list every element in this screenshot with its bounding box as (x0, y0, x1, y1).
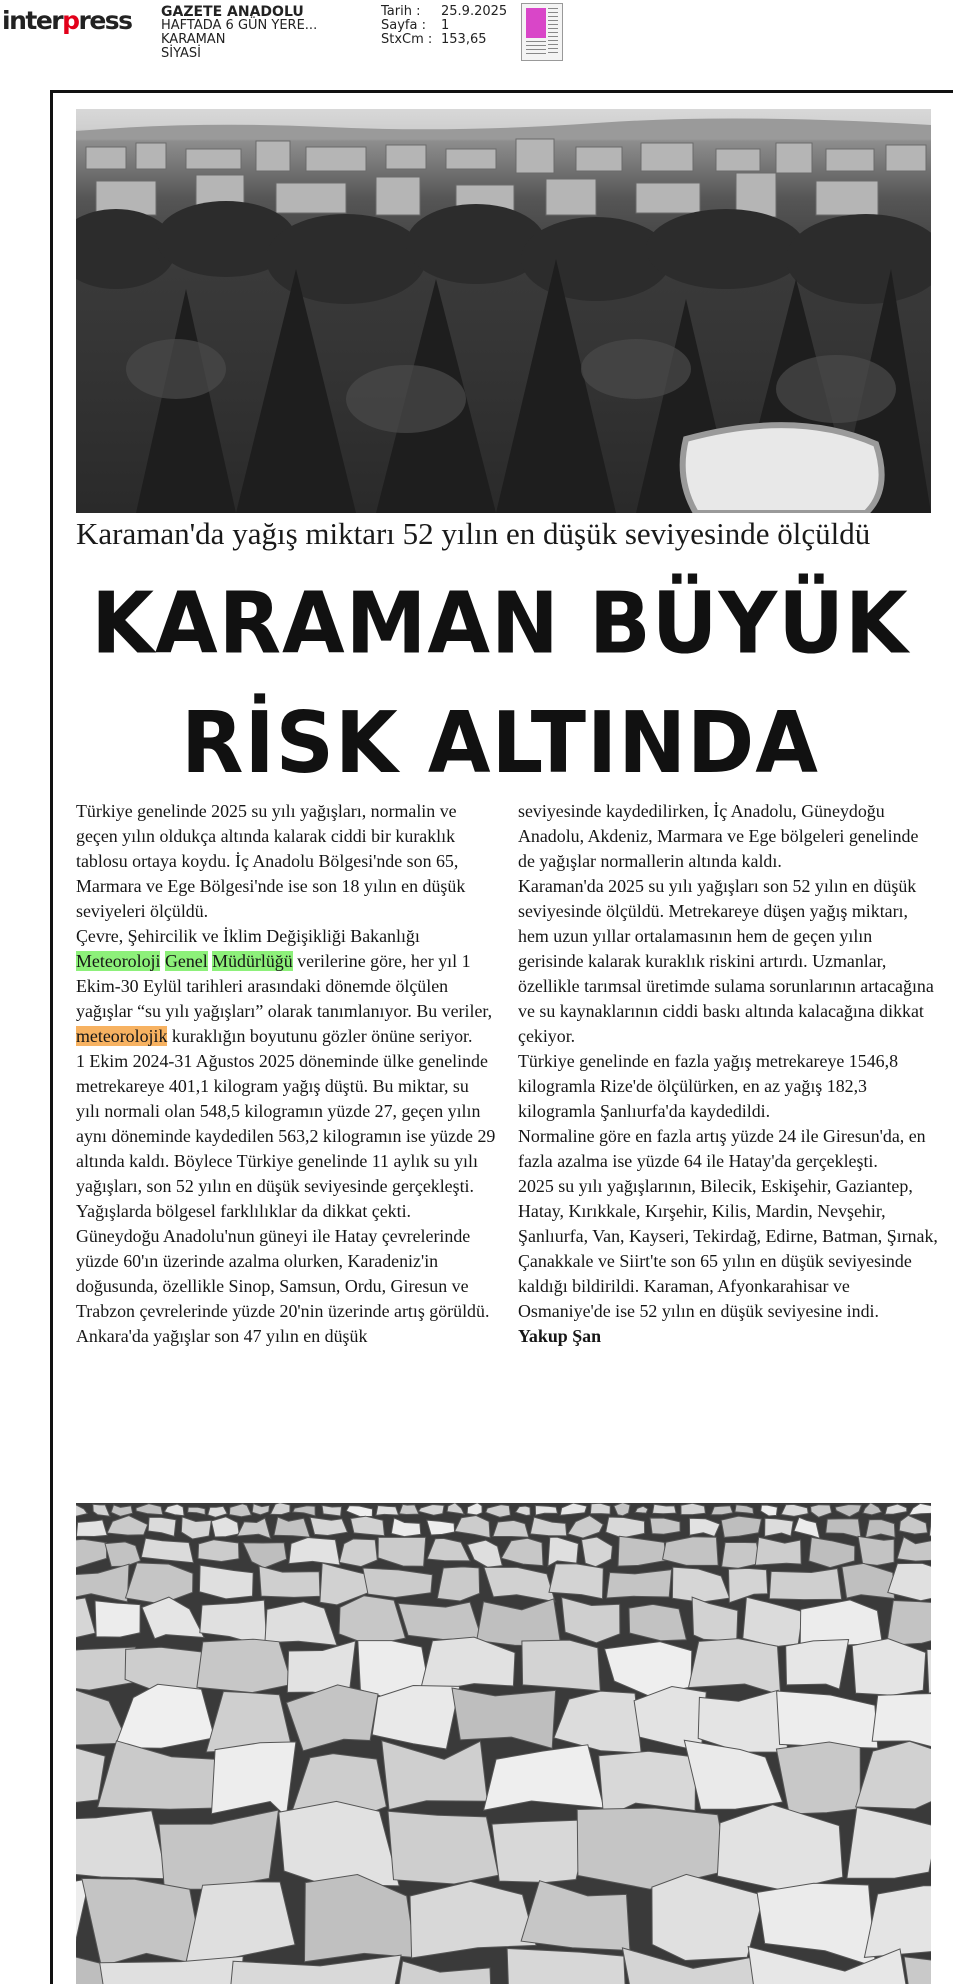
date-label: Tarih : (381, 4, 421, 19)
paper-name: GAZETE ANADOLU (161, 4, 304, 20)
highlight-mudurlugu: Müdürlüğü (212, 951, 293, 971)
stxcm-value: 153,65 (441, 32, 487, 47)
page-label: Sayfa : (381, 18, 426, 33)
paper-section: SİYASİ (161, 46, 201, 61)
page-value: 1 (441, 18, 450, 33)
article-subtitle: Karaman'da yağış miktarı 52 yılın en düşük seviyesinde ölçüldü (76, 516, 871, 551)
paper-frequency: HAFTADA 6 GÜN YERE... (161, 18, 318, 33)
article-column-left (76, 799, 496, 1349)
cracked-earth-photo (76, 1503, 931, 1984)
left-paragraph-1: Türkiye genelinde 2025 su yılı yağışları, normalin ve geçen yılın oldukça altında kalarak ciddi bir kuraklık tablosu ortaya koydu. İç Anadolu Bölgesi'nde son 65, Marmara ve Ege Bölgesi'nde ise son 18 yılın en düşük seviyeleri ölçüldü. (76, 801, 466, 921)
left-paragraph-3: 1 Ekim 2024-31 Ağustos 2025 döneminde ülke genelinde metrekareye 401,1 kilogram yağış düştü. Bu miktar, su yılı normali olan 548,5 kilogramın yüzde 27, geçen yılın aynı döneminde kaydedilen 563,2 kilogramın ise yüzde 29 altında kaldı. Böylece Türkiye genelinde 11 aylık su yılı yağışları, son 52 yılın en düşük seviyesinde gerçekleşti. (76, 1051, 496, 1196)
right-paragraph-5: 2025 su yılı yağışlarının, Bilecik, Eskişehir, Gaziantep, Hatay, Kırıkkale, Kırşehir, Kilis, Mardin, Nevşehir, Şanlıurfa, Van, Kayseri, Tekirdağ, Edirne, Batman, Şırnak, Çanakkale ve Siirt'te son 65 yılın en düşük seviyesinde kaldığı bildirildi. Karaman, Afyonkarahisar ve Osmaniye'de ise 52 yılın en düşük seviyesine indi. (518, 1176, 938, 1321)
article-author: Yakup Şan (518, 1326, 602, 1346)
left-paragraph-2: Çevre, Şehircilik ve İklim Değişikliği Bakanlığı Meteoroloji Genel Müdürlüğü verilerine göre, her yıl 1 Ekim-30 Eylül tarihleri arasındaki dönemde ölçülen yağışlar “su yılı yağışları” olarak tanımlanıyor. Bu veriler, meteorolojik kuraklığın boyutunu gözler önüne seriyor. (76, 926, 493, 1046)
right-paragraph-2: Karaman'da 2025 su yılı yağışları son 52 yılın en düşük seviyesinde ölçüldü. Metrekareye düşen yağış miktarı, hem uzun yıllar ortalamasının hem de geçen yılın gerisinde kalarak kuraklık riskini artırdı. Uzmanlar, özellikle tarımsal üretimde sulama sorunlarının artacağına ve su kaynaklarının ciddi baskı altında kalacağına dikkat çekiyor. (518, 876, 934, 1046)
left-paragraph-5: Ankara'da yağışlar son 47 yılın en düşük (76, 1326, 368, 1346)
clipping-meta (381, 5, 507, 47)
date-value: 25.9.2025 (441, 4, 508, 19)
stxcm-label: StxCm : (381, 32, 433, 47)
highlight-meteorolojik: meteorolojik (76, 1026, 168, 1046)
article-headline (60, 564, 940, 803)
highlight-meteoroloji: Meteoroloji (76, 951, 161, 971)
right-paragraph-1: seviyesinde kaydedilirken, İç Anadolu, Güneydoğu Anadolu, Akdeniz, Marmara ve Ege bölgeleri genelinde de yağışlar normallerin altında kaldı. (518, 801, 919, 871)
page-thumbnail[interactable] (521, 3, 563, 61)
right-paragraph-3: Türkiye genelinde en fazla yağış metrekareye 1546,8 kilogramla Rize'de ölçülürken, en az yağış 182,3 kilogramla Şanlıurfa'da kaydedildi. (518, 1051, 899, 1121)
paper-city: KARAMAN (161, 32, 226, 47)
headline-line-2: RİSK ALTINDA (181, 694, 819, 794)
article-column-right (518, 799, 938, 1349)
interpress-logo: interpress (2, 6, 132, 35)
right-paragraph-4: Normaline göre en fazla artış yüzde 24 ile Giresun'da, en fazla azalma ise yüzde 64 ile Hatay'da gerçekleşti. (518, 1126, 926, 1171)
left-paragraph-4: Yağışlarda bölgesel farklılıklar da dikkat çekti. Güneydoğu Anadolu'nun güneyi ile Hatay çevrelerinde yüzde 60'ın üzerinde azalma olurken, Karadeniz'in doğusunda, özellikle Sinop, Samsun, Ordu, Giresun ve Trabzon çevrelerinde yüzde 20'nin üzerinde artış görüldü. (76, 1201, 490, 1321)
highlight-genel: Genel (164, 951, 208, 971)
city-aerial-photo (76, 109, 931, 513)
headline-line-1: KARAMAN BÜYÜK (91, 574, 909, 674)
clipping-source-info (161, 5, 317, 61)
